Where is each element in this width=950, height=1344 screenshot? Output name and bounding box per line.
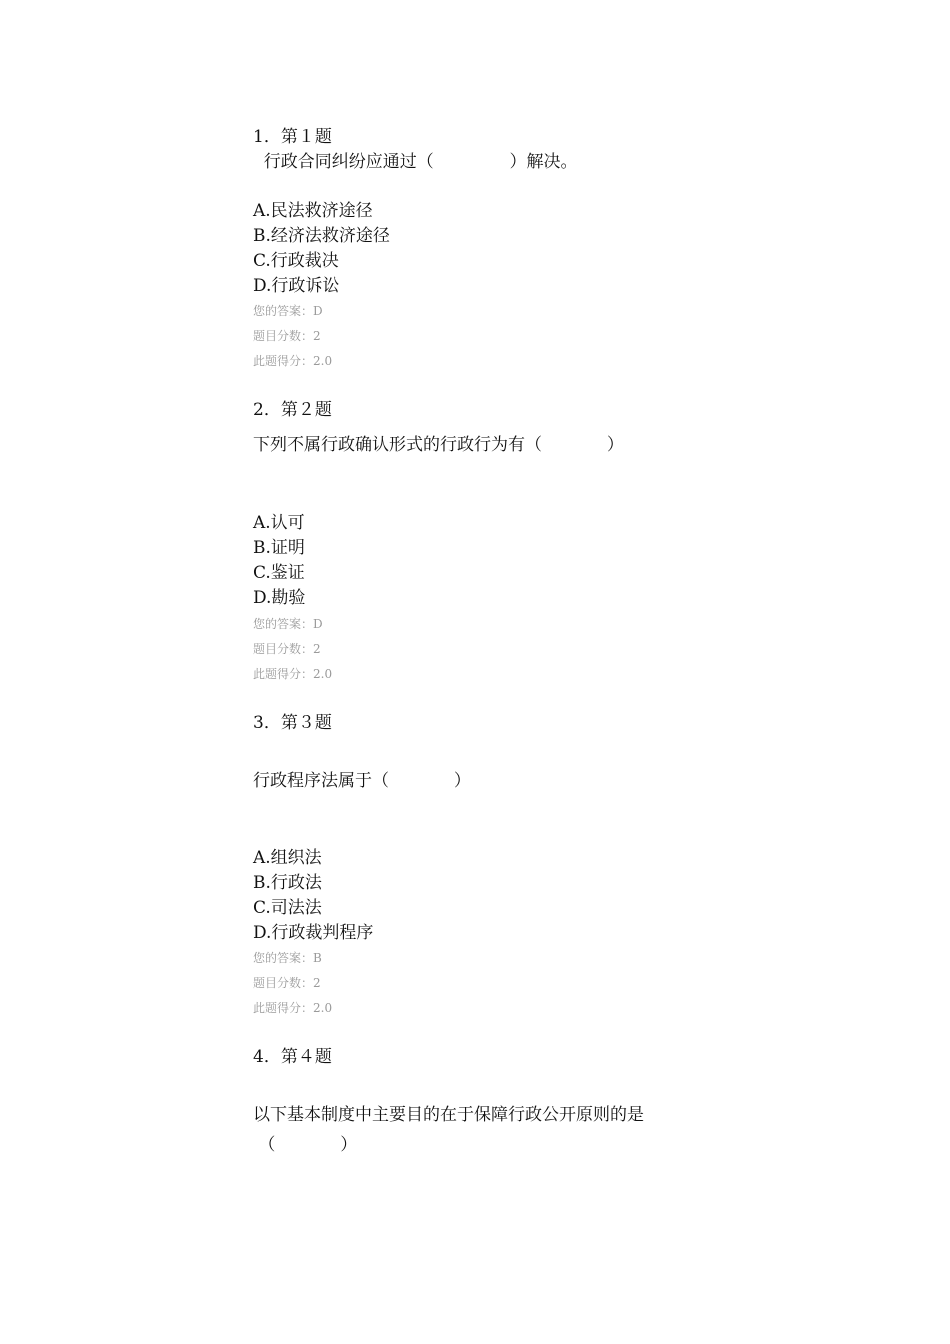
question-3-stem: 行政程序法属于（ ） [253, 771, 471, 791]
question-2-answer: 您的答案：D [253, 617, 323, 631]
question-3-points: 题目分数：2 [253, 976, 321, 990]
question-2-option-a: A.认可 [253, 513, 305, 533]
question-3-answer: 您的答案：B [253, 951, 322, 965]
question-2-option-d: D.勘验 [253, 588, 306, 608]
question-4-heading: 4．第４题 [253, 1047, 332, 1067]
question-2-option-c: C.鉴证 [253, 563, 305, 583]
question-1-option-a: A.民法救济途径 [253, 201, 373, 221]
question-2-score: 此题得分：2.0 [253, 667, 333, 681]
question-1-answer: 您的答案：D [253, 304, 323, 318]
question-3-option-d: D.行政裁判程序 [253, 923, 374, 943]
question-1-option-c: C.行政裁决 [253, 251, 339, 271]
question-2-heading: 2．第２题 [253, 400, 332, 420]
question-1-option-b: B.经济法救济途径 [253, 226, 390, 246]
question-3-option-c: C.司法法 [253, 898, 322, 918]
question-3-option-b: B.行政法 [253, 873, 322, 893]
question-1-option-d: D.行政诉讼 [253, 276, 340, 296]
question-2-points: 题目分数：2 [253, 642, 321, 656]
question-2-stem: 下列不属行政确认形式的行政行为有（ ） [253, 435, 624, 455]
question-1-score: 此题得分：2.0 [253, 354, 333, 368]
question-3-heading: 3．第３题 [253, 713, 332, 733]
question-1-heading: 1．第１题 [253, 127, 332, 147]
question-3-option-a: A.组织法 [253, 848, 322, 868]
question-4-stem-continued: （ ） [253, 1135, 358, 1155]
question-1-stem: 行政合同纠纷应通过（ ）解决。 [253, 152, 578, 172]
question-1-points: 题目分数：2 [253, 329, 321, 343]
question-2-option-b: B.证明 [253, 538, 305, 558]
question-3-score: 此题得分：2.0 [253, 1001, 333, 1015]
question-4-stem: 以下基本制度中主要目的在于保障行政公开原则的是 [253, 1105, 644, 1125]
